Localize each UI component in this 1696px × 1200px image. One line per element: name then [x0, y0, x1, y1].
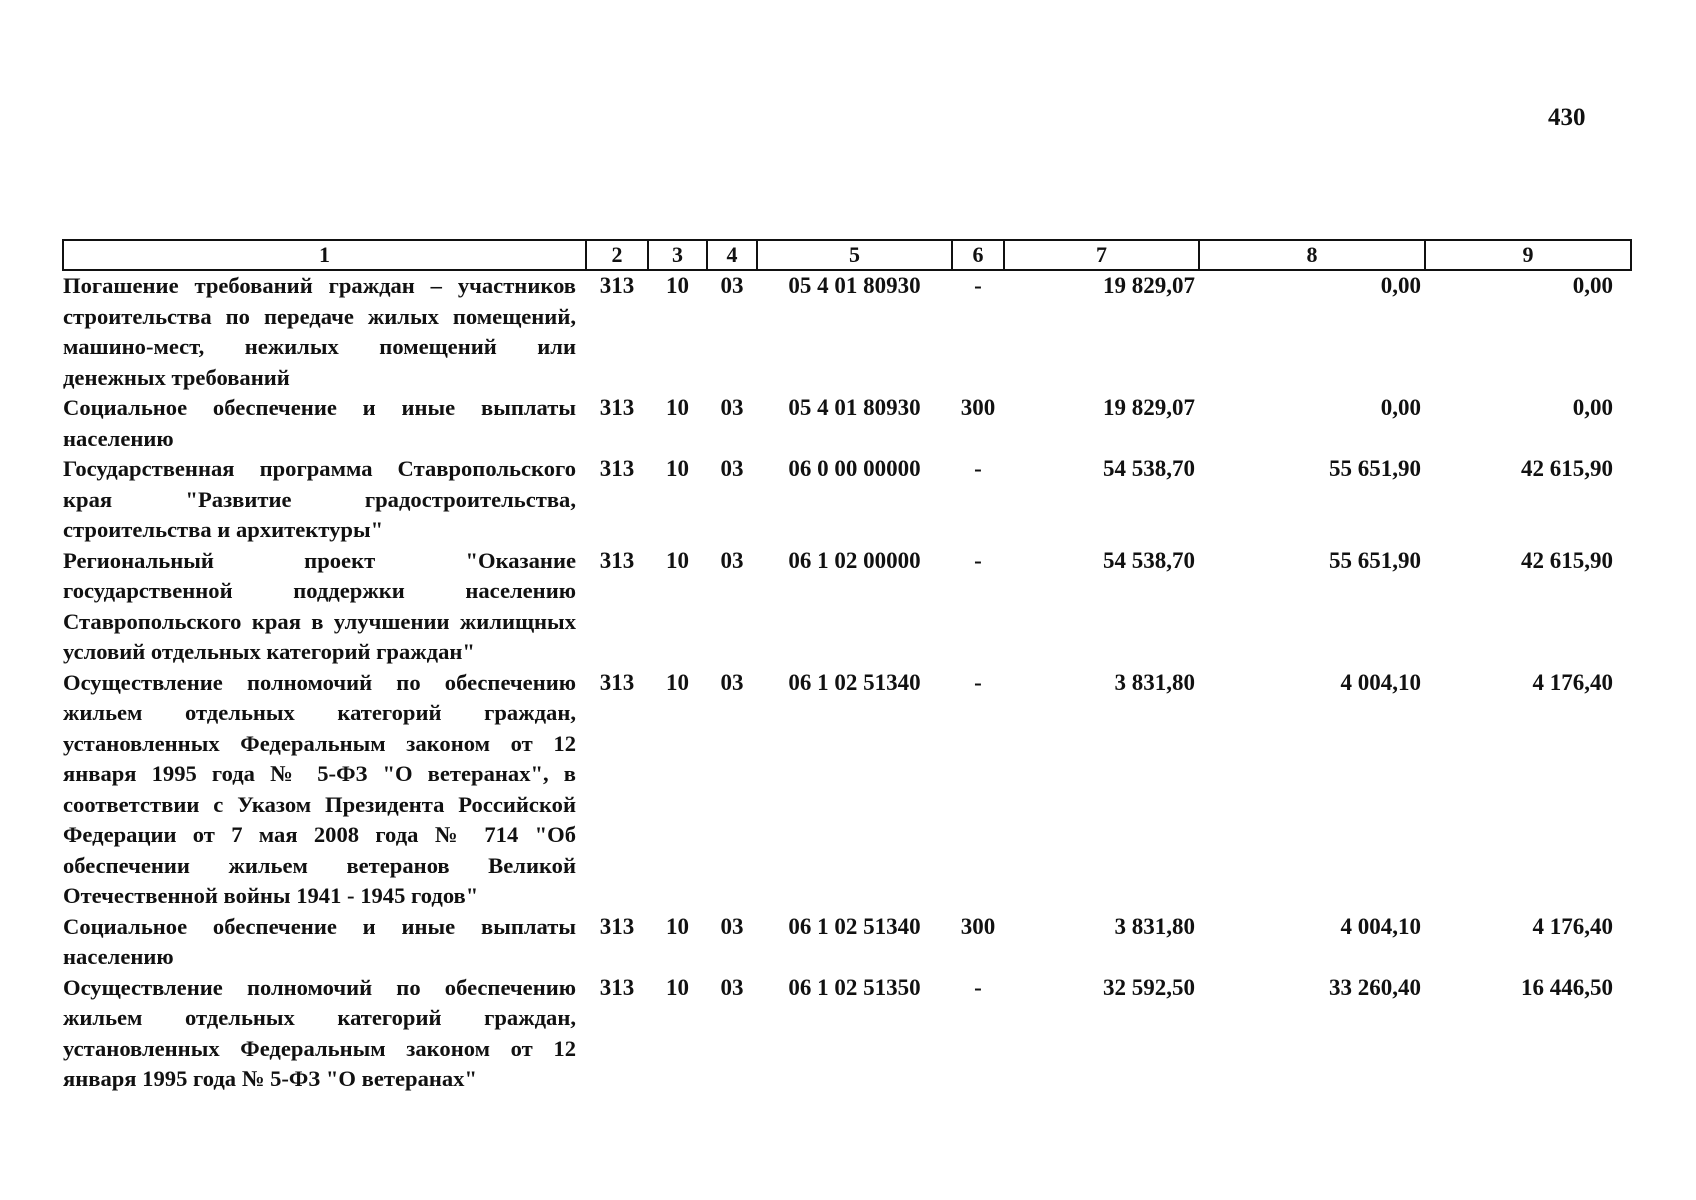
amount-col7: 32 592,50	[1103, 974, 1195, 1000]
target-article-code: 06 1 02 51350	[788, 974, 921, 1000]
table-row	[63, 454, 1631, 546]
amount-col7: 54 538,70	[1103, 456, 1195, 481]
amount-col9: 4 176,40	[1532, 669, 1613, 695]
item-name: Социальное обеспечение и иные выплаты населению	[63, 395, 576, 451]
grbs-code: 313	[599, 547, 635, 573]
section-code: 10	[666, 456, 689, 481]
section-code: 10	[666, 395, 689, 420]
column-number-header-row	[63, 240, 1631, 270]
item-name: Региональный проект "Оказание государственной поддержки населению Ставропольского края в улучшении жилищных условий отдельных категорий граждан"	[63, 547, 576, 664]
section-code: 10	[666, 974, 689, 1000]
page-number: 430	[1548, 104, 1586, 131]
subsection-code: 03	[720, 456, 744, 481]
amount-col9: 42 615,90	[1521, 456, 1613, 481]
table-row	[63, 912, 1631, 973]
column-header: 6	[952, 240, 1004, 270]
amount-col9: 42 615,90	[1521, 547, 1613, 573]
expense-type-code: 300	[960, 395, 996, 420]
target-article-code: 06 1 02 51340	[788, 913, 921, 939]
expense-type-code: -	[974, 974, 982, 1000]
amount-col8: 0,00	[1380, 395, 1421, 420]
expense-type-code: -	[974, 669, 982, 695]
target-article-code: 05 4 01 80930	[788, 273, 921, 298]
amount-col8: 4 004,10	[1340, 913, 1421, 939]
subsection-code: 03	[720, 273, 744, 298]
subsection-code: 03	[720, 547, 744, 573]
table-row	[63, 973, 1631, 1095]
column-header: 7	[1004, 240, 1199, 270]
target-article-code: 06 1 02 51340	[788, 669, 921, 695]
table-row	[63, 668, 1631, 912]
expense-type-code: -	[974, 456, 982, 481]
column-header: 2	[586, 240, 648, 270]
amount-col7: 3 831,80	[1114, 669, 1195, 695]
budget-table	[62, 239, 1632, 1095]
amount-col8: 33 260,40	[1329, 974, 1421, 1000]
subsection-code: 03	[720, 974, 744, 1000]
amount-col9: 16 446,50	[1521, 974, 1613, 1000]
column-header: 8	[1199, 240, 1425, 270]
amount-col7: 19 829,07	[1103, 395, 1195, 420]
amount-col7: 19 829,07	[1103, 273, 1195, 298]
grbs-code: 313	[599, 273, 635, 298]
amount-col9: 0,00	[1572, 273, 1613, 298]
amount-col7: 3 831,80	[1114, 913, 1195, 939]
table-row	[63, 270, 1631, 393]
item-name: Социальное обеспечение и иные выплаты населению	[63, 913, 576, 969]
amount-col9: 0,00	[1572, 395, 1613, 420]
section-code: 10	[666, 669, 689, 695]
column-header: 3	[648, 240, 707, 270]
item-name: Осуществление полномочий по обеспечению жильем отдельных категорий граждан, установленных Федеральным законом от 12 января 1995 года № 5-ФЗ "О ветеранах", в соответствии с Указом Президента Российской Федерации от 7 мая 2008 года № 714 "Об обеспечении жильем ветеранов Великой Отечественной войны 1941 - 1945 годов"	[63, 669, 576, 908]
column-header: 4	[707, 240, 757, 270]
expense-type-code: 300	[960, 913, 996, 939]
grbs-code: 313	[599, 395, 635, 420]
column-header: 9	[1425, 240, 1631, 270]
table-row	[63, 546, 1631, 668]
amount-col8: 0,00	[1380, 273, 1421, 298]
target-article-code: 05 4 01 80930	[788, 395, 921, 420]
grbs-code: 313	[599, 974, 635, 1000]
grbs-code: 313	[599, 669, 635, 695]
grbs-code: 313	[599, 913, 635, 939]
subsection-code: 03	[720, 913, 744, 939]
item-name: Осуществление полномочий по обеспечению жильем отдельных категорий граждан, установленных Федеральным законом от 12 января 1995 года № 5-ФЗ "О ветеранах"	[63, 974, 576, 1091]
column-header: 1	[63, 240, 586, 270]
item-name: Государственная программа Ставропольского края "Развитие градостроительства, строительства и архитектуры"	[63, 456, 576, 542]
amount-col8: 55 651,90	[1329, 456, 1421, 481]
column-header: 5	[757, 240, 952, 270]
amount-col7: 54 538,70	[1103, 547, 1195, 573]
amount-col8: 55 651,90	[1329, 547, 1421, 573]
section-code: 10	[666, 547, 689, 573]
target-article-code: 06 1 02 00000	[788, 547, 921, 573]
table-row	[63, 393, 1631, 454]
amount-col9: 4 176,40	[1532, 913, 1613, 939]
target-article-code: 06 0 00 00000	[788, 456, 921, 481]
section-code: 10	[666, 913, 689, 939]
item-name: Погашение требований граждан – участников строительства по передаче жилых помещений, машино-мест, нежилых помещений или денежных требований	[63, 273, 576, 390]
grbs-code: 313	[599, 456, 635, 481]
section-code: 10	[666, 273, 689, 298]
amount-col8: 4 004,10	[1340, 669, 1421, 695]
expense-type-code: -	[974, 273, 982, 298]
expense-type-code: -	[974, 547, 982, 573]
subsection-code: 03	[720, 395, 744, 420]
subsection-code: 03	[720, 669, 744, 695]
